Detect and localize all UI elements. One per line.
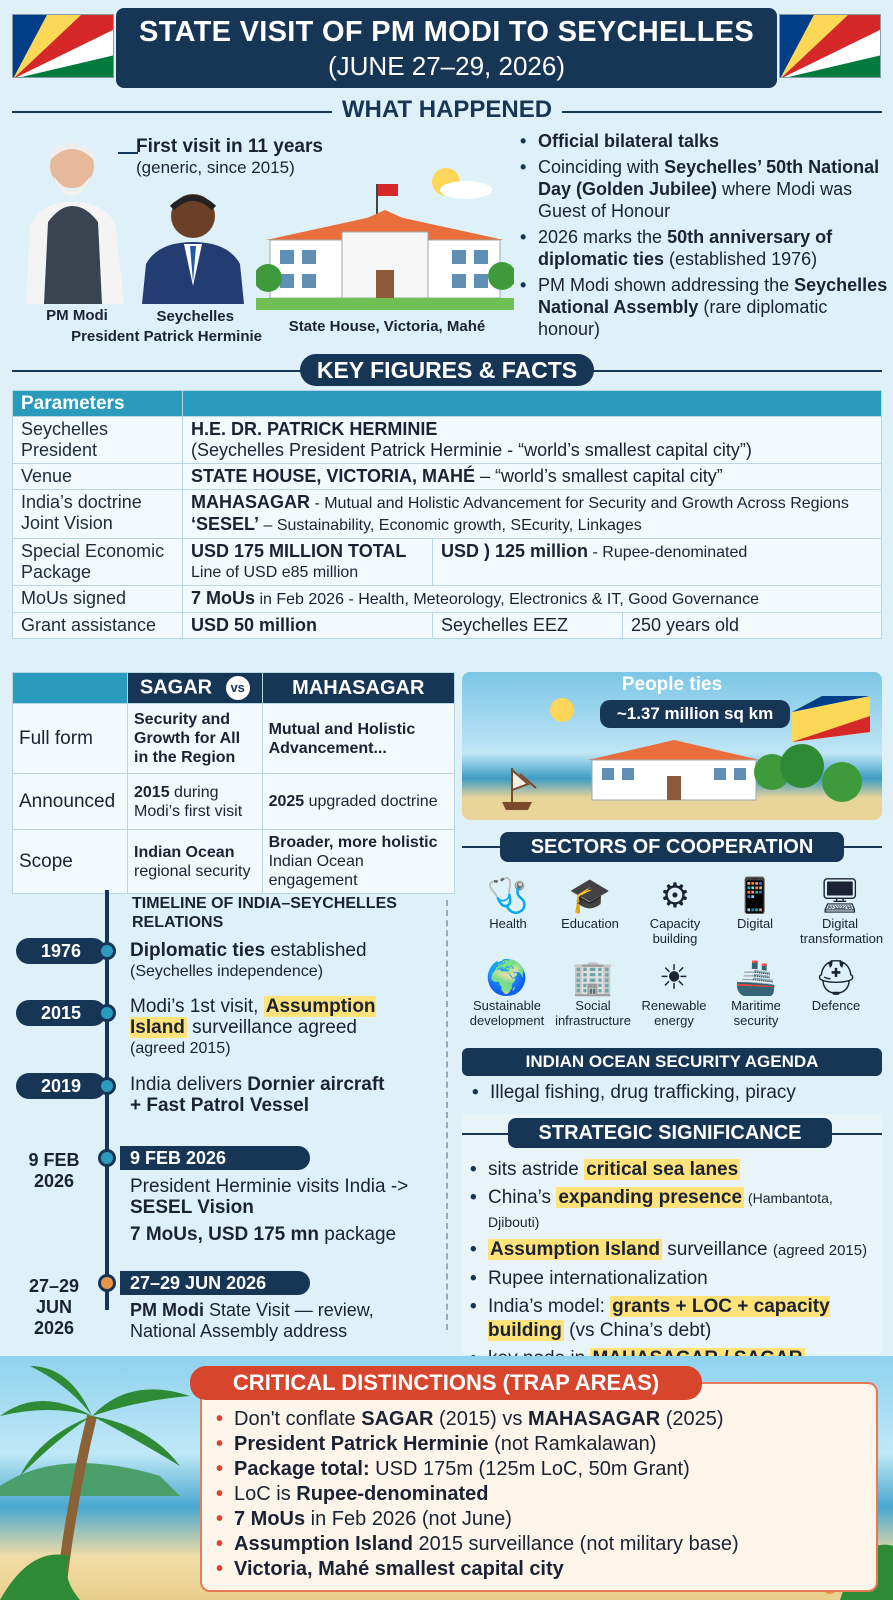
timeline-dot (98, 1077, 116, 1095)
timeline-title: TIMELINE OF INDIA–SEYCHELLES RELATIONS (132, 895, 397, 931)
security-agenda-list (470, 1082, 880, 1104)
strategic-list (468, 1158, 883, 1371)
header-banner (116, 8, 777, 88)
area-badge: ~1.37 million sq km (600, 700, 790, 728)
table-row: Venue STATE HOUSE, VICTORIA, MAHÉ – “world’s smallest capital city” (13, 464, 882, 490)
sector-capacity: ⚙ Capacity building (645, 876, 705, 946)
modi-label: PM Modi (46, 307, 108, 324)
building-icon: 🏢 (571, 959, 615, 997)
timeline-dot (98, 1274, 116, 1292)
bullet-item: • Official bilateral talks (518, 130, 888, 152)
year-badge-1976: 1976 (16, 938, 106, 964)
graduation-cap-icon: 🎓 (568, 877, 612, 915)
ship-icon: 🚢 (734, 959, 778, 997)
date-label-feb-2026: 9 FEB 2026 (28, 1150, 80, 1191)
globe-leaf-icon: 🌍 (485, 959, 529, 997)
sector-digital: 📱 Digital (725, 876, 785, 931)
list-item: • Assumption Island 2015 surveillance (not military base) (214, 1532, 874, 1557)
timeline-event-feb-2026: President Herminie visits India -> SESEL Vision 7 MoUs, USD 175 mn package (130, 1176, 409, 1245)
table-row: Scope Indian Ocean regional security Broader, more holistic Indian Ocean engagement (13, 830, 455, 894)
timeline-event-1976: Diplomatic ties established (Seychelles independence) (130, 940, 367, 980)
sector-maritime: 🚢 Maritime security (718, 958, 794, 1028)
param-header: Parameters (13, 391, 183, 417)
timeline-event-2019: India delivers Dornier aircraft + Fast Patrol Vessel (130, 1074, 385, 1116)
table-row: Grant assistance USD 50 million Seychelles EEZ 250 years old (13, 613, 882, 639)
table-row: MoUs signed 7 MoUs in Feb 2026 - Health, Meteorology, Electronics & IT, Good Governance (13, 586, 882, 613)
table-row: Announced 2015 during Modi’s first visit 2025 upgraded doctrine (13, 774, 455, 830)
list-item: • Illegal fishing, drug trafficking, piracy (470, 1082, 880, 1104)
sector-renewable: ☀ Renewable energy (636, 958, 712, 1028)
president-label (12, 307, 262, 347)
bullet-item: • PM Modi shown addressing the Seychelles National Assembly (rare diplomatic honour) (518, 274, 888, 340)
date-bar-feb-2026: 9 FEB 2026 (120, 1146, 310, 1170)
page-title: STATE VISIT OF PM MODI TO SEYCHELLES (138, 16, 754, 48)
list-item: • Don't conflate SAGAR (2015) vs MAHASAGAR (2025) (214, 1407, 874, 1432)
bullet-item: • Coinciding with Seychelles’ 50th National Day (Golden Jubilee) where Modi was Guest of Honour (518, 156, 888, 222)
hand-gear-icon: ⚙ (659, 877, 691, 915)
table-row: Special Economic Package USD 175 MILLION TOTAL Line of USD e85 million USD ) 125 million - Rupee-denominated (13, 539, 882, 586)
divider (562, 111, 882, 113)
what-happened-title: WHAT HAPPENED (341, 96, 553, 123)
page-dates: (JUNE 27–29, 2026) (327, 51, 566, 81)
security-agenda-title: INDIAN OCEAN SECURITY AGENDA (462, 1048, 882, 1076)
table-row: Seychelles President H.E. DR. PATRICK HERMINIE (Seychelles President Patrick Herminie - “world’s smallest capital city”) (13, 417, 882, 464)
mahasagar-header: MAHASAGAR (262, 673, 454, 704)
sector-social-infra: 🏢 Social infrastructure (555, 959, 631, 1028)
list-item: • Rupee internationalization (468, 1267, 883, 1291)
bullet-item: • 2026 marks the 50th anniversary of diplomatic ties (established 1976) (518, 226, 888, 270)
sagar-header: SAGAR (139, 676, 213, 699)
venue-label: State House, Victoria, Mahé (288, 318, 486, 335)
list-item: • India’s model: grants + LOC + capacity building (vs China’s debt) (468, 1295, 883, 1343)
date-bar-jun-2026: 27–29 JUN 2026 (120, 1271, 310, 1295)
president-illustration (138, 186, 248, 304)
callout-connector (118, 152, 138, 154)
sector-education: 🎓 Education (561, 877, 619, 931)
divider (12, 111, 332, 113)
seychelles-flag-right (779, 14, 881, 78)
timeline-dot (98, 942, 116, 960)
list-item: • President Patrick Herminie (not Ramkalawan) (214, 1432, 874, 1457)
callout-sub: (generic, since 2015) (136, 158, 295, 177)
list-item: • China’s expanding presence (Hambantota, Djibouti) (468, 1186, 883, 1234)
list-item: • Victoria, Mahé smallest capital city (214, 1557, 874, 1582)
table-row: India’s doctrine Joint Vision MAHASAGAR - Mutual and Holistic Advancement for Security and Growth Across Regions ‘SESEL’ – Sustainability, Economic growth, SEcurity, Linkages (13, 490, 882, 539)
list-item: • 7 MoUs in Feb 2026 (not June) (214, 1507, 874, 1532)
sectors-title: SECTORS OF COOPERATION (500, 832, 844, 862)
phone-icon: 📱 (733, 877, 777, 915)
sector-sustainable: 🌍 Sustainable development (462, 958, 552, 1028)
timeline-event-jun-2026: PM Modi State Visit — review, National Assembly address (130, 1300, 374, 1341)
helmet-icon: ⛑ (814, 959, 858, 997)
column-divider (446, 900, 448, 1330)
monitor-icon: 🖥 (818, 877, 862, 915)
president-label-1: Seychelles (156, 308, 234, 325)
critical-title: CRITICAL DISTINCTIONS (TRAP AREAS) (190, 1366, 702, 1400)
health-kit-icon: 🩺 (486, 877, 530, 915)
critical-list (214, 1407, 874, 1582)
year-badge-2019: 2019 (16, 1073, 106, 1099)
people-ties-title: People ties (621, 674, 723, 695)
what-happened-bullets (518, 130, 888, 340)
president-label-2: President Patrick Herminie (71, 328, 262, 345)
sector-defence: ⛑ Defence (806, 958, 866, 1013)
key-figures-title: KEY FIGURES & FACTS (300, 354, 594, 386)
date-label-jun-2026: 27–29 JUN 2026 (28, 1276, 80, 1338)
list-item: • Assumption Island surveillance (agreed 2015) (468, 1238, 883, 1263)
list-item: • sits astride critical sea lanes (468, 1158, 883, 1182)
state-house-illustration (256, 160, 514, 310)
sagar-vs-mahasagar-table (12, 672, 455, 894)
seychelles-flag-left (12, 14, 114, 78)
vs-badge: vs (226, 676, 250, 700)
key-figures-table (12, 390, 882, 639)
timeline-dot (98, 1149, 116, 1167)
timeline-dot (98, 1004, 116, 1022)
people-ties-panel (462, 672, 882, 820)
strategic-title: STRATEGIC SIGNIFICANCE (508, 1118, 832, 1148)
sun-icon: ☀ (658, 959, 690, 997)
list-item: • Package total: USD 175m (125m LoC, 50m Grant) (214, 1457, 874, 1482)
list-item: • LoC is Rupee-denominated (214, 1482, 874, 1507)
timeline-event-2015: Modi’s 1st visit, Assumption Island surveillance agreed (agreed 2015) (130, 996, 376, 1057)
modi-illustration (20, 136, 140, 304)
callout-bold: First visit in 11 years (136, 136, 323, 157)
sector-digital-transformation: 🖥 Digital transformation (800, 877, 884, 946)
table-row: Full form Security and Growth for All in the Region Mutual and Holistic Advancement... (13, 704, 455, 774)
year-badge-2015: 2015 (16, 1000, 106, 1026)
sector-health: 🩺 Health (478, 876, 538, 931)
